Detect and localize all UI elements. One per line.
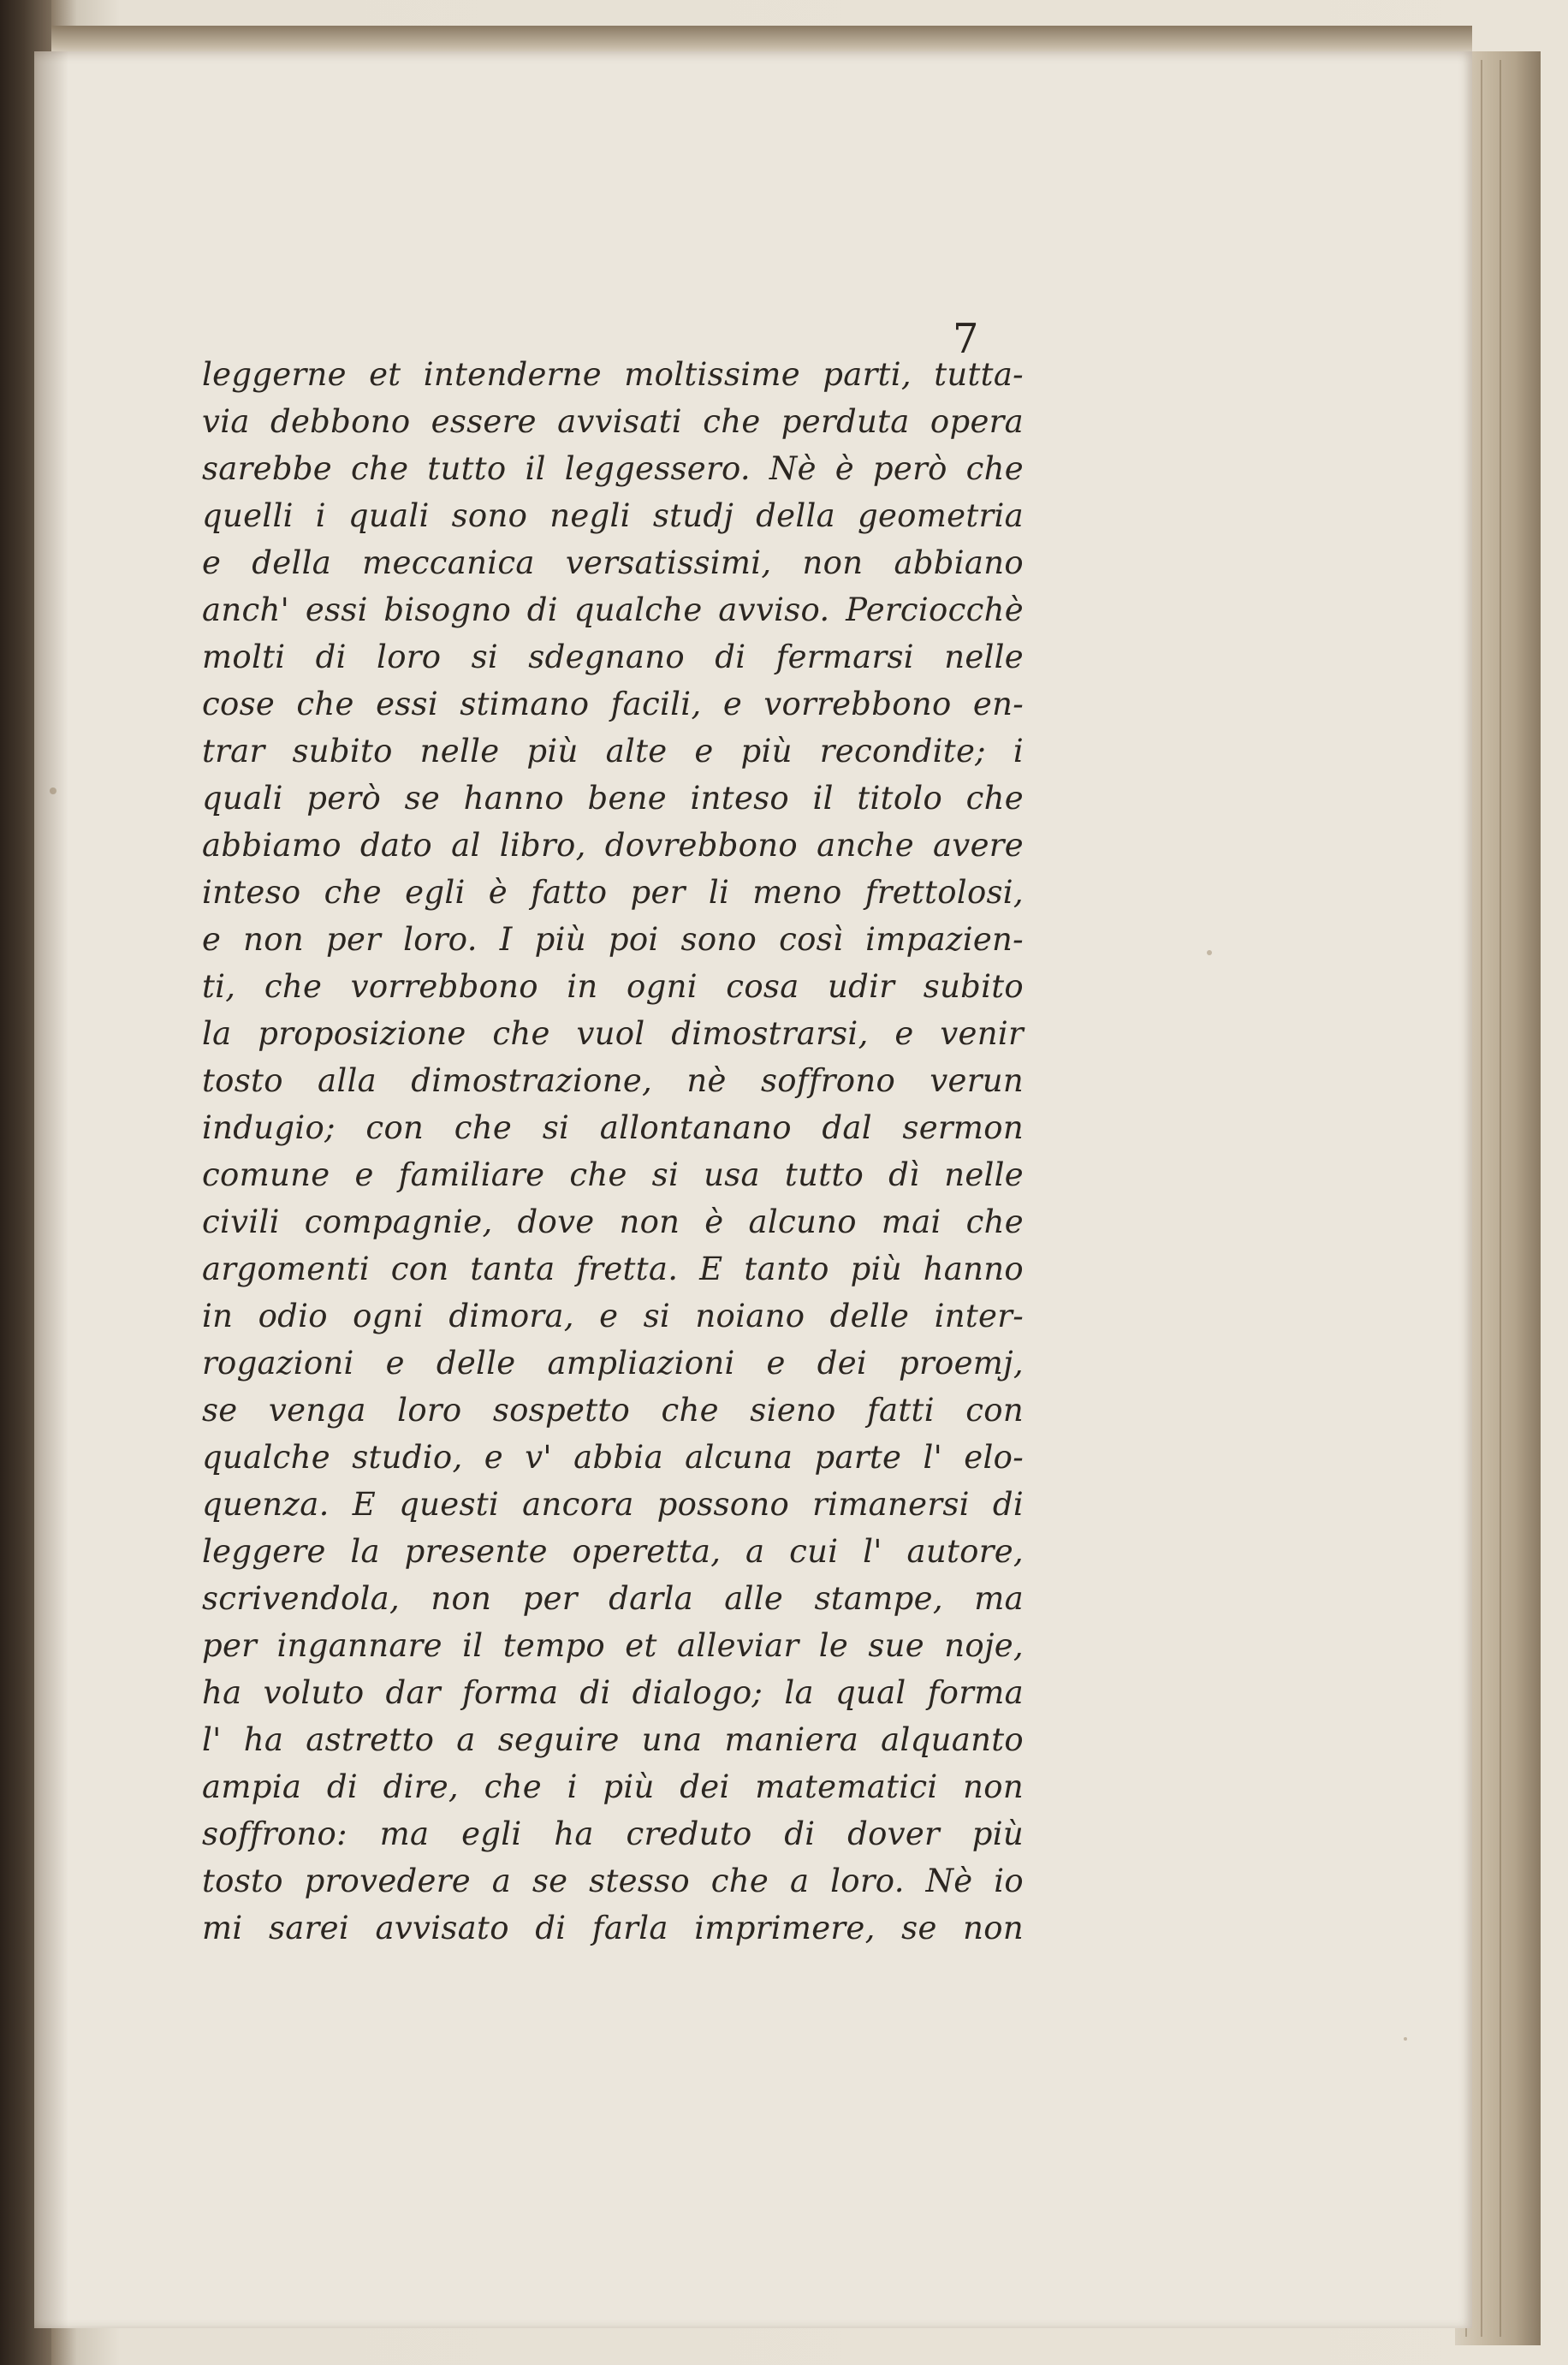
text-line: e non per loro. I più poi sono così impazien- [202,921,1024,958]
text-line: se venga loro sospetto che sieno fatti con [202,1392,1024,1429]
text-line: quali però se hanno bene inteso il titolo che [202,780,1024,817]
text-line: ti, che vorrebbono in ogni cosa udir subito [202,968,1024,1005]
text-line: comune e familiare che si usa tutto dì nelle [202,1156,1024,1193]
text-line: in odio ogni dimora, e si noiano delle inter- [202,1298,1024,1334]
body-text [202,351,1024,1952]
text-line: tosto alla dimostrazione, nè soffrono verun [202,1062,1024,1099]
text-line: soffrono: ma egli ha creduto di dover più [202,1815,1024,1852]
text-line: anch' essi bisogno di qualche avviso. Perciocchè [202,591,1024,628]
text-line: argomenti con tanta fretta. E tanto più hanno [202,1251,1024,1287]
text-line: mi sarei avvisato di farla imprimere, se non [202,1910,1024,1946]
text-line: molti di loro si sdegnano di fermarsi nelle [202,639,1024,675]
page-number: 7 [953,315,979,363]
text-line: abbiamo dato al libro, dovrebbono anche avere [202,827,1024,864]
text-line: qualche studio, e v' abbia alcuna parte l' elo- [202,1439,1024,1476]
text-line: per ingannare il tempo et alleviar le sue noje, [202,1627,1024,1664]
text-line: e della meccanica versatissimi, non abbiano [202,544,1024,581]
page-edge-line [1500,60,1501,2337]
text-line: leggerne et intenderne moltissime parti, tutta- [202,356,1024,393]
paper-spot [1404,2037,1407,2041]
text-line: leggere la presente operetta, a cui l' autore, [202,1533,1024,1570]
text-line: ha voluto dar forma di dialogo; la qual forma [202,1674,1024,1711]
text-line: ampia di dire, che i più dei matematici non [202,1768,1024,1805]
text-line: quenza. E questi ancora possono rimanersi di [202,1486,1024,1523]
text-line: la proposizione che vuol dimostrarsi, e venir [202,1015,1024,1052]
text-line: trar subito nelle più alte e più recondite; i [202,733,1024,770]
text-line: quelli i quali sono negli studj della geometria [202,497,1024,534]
text-line: civili compagnie, dove non è alcuno mai che [202,1203,1024,1240]
text-line: scrivendola, non per darla alle stampe, ma [202,1580,1024,1617]
page-edge-line [1481,60,1482,2337]
text-line: via debbono essere avvisati che perduta opera [202,403,1024,440]
text-line: indugio; con che si allontanano dal sermon [202,1109,1024,1146]
paper-spot [1207,950,1212,955]
text-line: tosto provedere a se stesso che a loro. Nè io [202,1863,1024,1899]
paper-spot [50,787,56,794]
text-line: sarebbe che tutto il leggessero. Nè è però che [202,450,1024,487]
text-line: rogazioni e delle ampliazioni e dei proemj, [202,1345,1024,1382]
text-line: l' ha astretto a seguire una maniera alquanto [202,1721,1024,1758]
text-line: inteso che egli è fatto per li meno frettolosi, [202,874,1024,911]
text-line: cose che essi stimano facili, e vorrebbono en- [202,686,1024,722]
